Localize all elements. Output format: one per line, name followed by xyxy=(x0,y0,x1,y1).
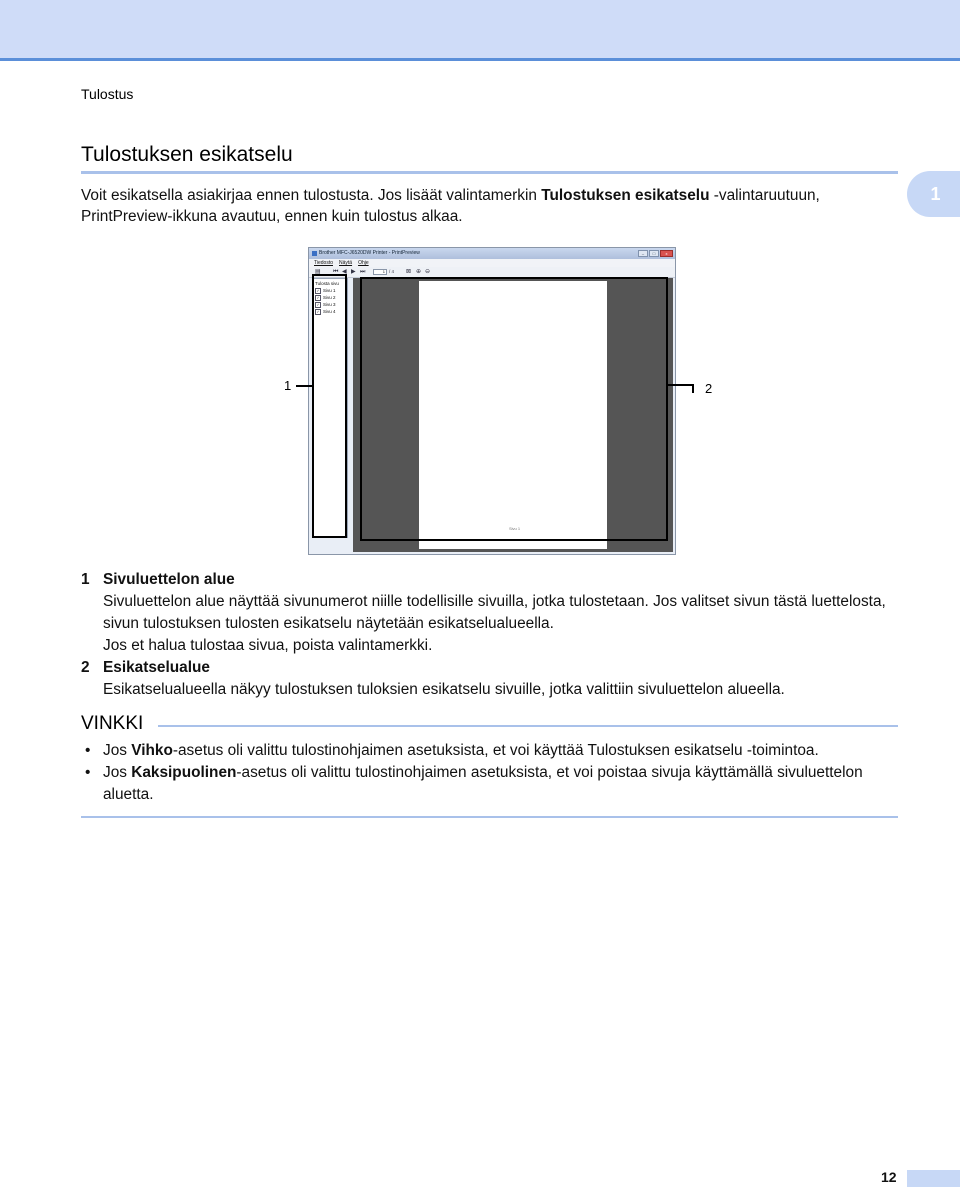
bullet-text-pre: Jos xyxy=(103,742,132,759)
preview-highlight xyxy=(360,277,668,541)
next-page-icon[interactable]: ▶ xyxy=(351,269,356,275)
close-icon[interactable]: x xyxy=(660,250,673,257)
menu-bar xyxy=(309,259,675,267)
callout-descriptions xyxy=(81,569,921,701)
intro-paragraph xyxy=(81,185,901,227)
checkbox-checked-icon[interactable]: ✓ xyxy=(316,302,320,307)
intro-text-2: -valintaruutuun, PrintPreview-ikkuna avautuu, ennen kuin tulostus alkaa. xyxy=(81,187,820,225)
callout-2-number: 2 xyxy=(705,381,713,396)
top-banner xyxy=(0,0,960,61)
window-title: Brother MFC-J6520DW Printer - PrintPreview xyxy=(319,250,420,256)
intro-bold: Tulostuksen esikatselu xyxy=(541,187,710,204)
section-title: Tulostuksen esikatselu xyxy=(81,143,293,166)
fit-page-icon[interactable]: ⊠ xyxy=(406,269,412,275)
running-head: Tulostus xyxy=(81,86,134,102)
item-number: 1 xyxy=(81,571,90,588)
callout-2-line-drop xyxy=(692,384,694,393)
checkbox-checked-icon[interactable]: ✓ xyxy=(316,295,320,300)
app-icon xyxy=(312,251,317,256)
page-list-label: Sivu 3 xyxy=(323,302,336,307)
note-bullet xyxy=(81,762,911,806)
menu-item-file[interactable]: Tiedosto xyxy=(314,260,333,266)
last-page-icon[interactable]: ⏭ xyxy=(360,269,366,275)
item-heading xyxy=(81,657,921,679)
bullet-text-bold: Kaksipuolinen xyxy=(131,764,237,781)
note-bullets xyxy=(81,740,911,806)
bullet-text-bold: Vihko xyxy=(131,742,173,759)
window-controls xyxy=(638,250,673,257)
item-title: Esikatselualue xyxy=(103,659,210,676)
menu-item-help[interactable]: Ohje xyxy=(358,260,369,266)
callout-2-line xyxy=(668,384,693,386)
note-bottom-rule xyxy=(81,816,898,818)
item-body xyxy=(81,679,921,701)
bullet-text-post: -asetus oli valittu tulostinohjaimen asetuksista, et voi käyttää Tulostuksen esikatselu -toimintoa. xyxy=(172,742,819,759)
item-text: Sivuluettelon alue näyttää sivunumerot niille todellisille sivuilla, jotka tulostetaan. Jos valitset sivun tästä luettelosta, sivun tulostuksen tulosten esikatselu näytetään esikatselualueella. xyxy=(103,593,886,632)
note-rule xyxy=(158,725,898,727)
window-titlebar xyxy=(309,248,675,259)
item-number: 2 xyxy=(81,659,90,676)
page-list-title: Tulosta sivu xyxy=(315,281,339,286)
zoom-out-icon[interactable]: ⊖ xyxy=(425,269,431,275)
page-number-tab xyxy=(907,1170,960,1187)
item-body xyxy=(81,591,921,657)
callout-1-number: 1 xyxy=(284,378,292,393)
bullet-text-post: -asetus oli valittu tulostinohjaimen asetuksista, et voi poistaa sivuja käyttämällä sivuluettelon aluetta. xyxy=(103,764,863,803)
item-heading xyxy=(81,569,921,591)
title-rule xyxy=(81,171,898,174)
first-page-icon[interactable]: ⏮ xyxy=(333,269,339,275)
page-list-highlight xyxy=(312,274,347,538)
bullet-text-pre: Jos xyxy=(103,764,132,781)
bullet-icon: • xyxy=(85,764,91,781)
page-list-label: Sivu 1 xyxy=(323,288,336,293)
prev-page-icon[interactable]: ◀ xyxy=(342,269,347,275)
item-text: Esikatselualueella näkyy tulostuksen tuloksien esikatselu sivuille, jotka valittiin sivuluettelon alueella. xyxy=(103,681,785,698)
minimize-icon[interactable]: – xyxy=(638,250,648,257)
note-bullet xyxy=(81,740,911,762)
page-list-label: Sivu 4 xyxy=(323,309,336,314)
page-number: 12 xyxy=(881,1169,897,1185)
note-heading: VINKKI xyxy=(81,713,144,734)
callout-1-line xyxy=(296,385,312,387)
menu-item-view[interactable]: Näytä xyxy=(339,260,353,266)
page-total: / 4 xyxy=(389,269,395,274)
chapter-tab: 1 xyxy=(907,171,960,217)
item-text: Jos et halua tulostaa sivua, poista valintamerkki. xyxy=(103,637,433,654)
printer-icon[interactable]: ▤ xyxy=(315,269,321,275)
checkbox-checked-icon[interactable]: ✓ xyxy=(316,288,320,293)
page-list-label: Sivu 2 xyxy=(323,295,336,300)
checkbox-checked-icon[interactable]: ✓ xyxy=(316,309,320,314)
bullet-icon: • xyxy=(85,742,91,759)
preview-page-label: Sivu 1 xyxy=(509,526,521,531)
zoom-in-icon[interactable]: ⊕ xyxy=(416,269,422,275)
maximize-icon[interactable]: □ xyxy=(649,250,659,257)
intro-text-1: Voit esikatsella asiakirjaa ennen tulostusta. Jos lisäät valintamerkin xyxy=(81,187,542,204)
page-number-input[interactable]: 1 xyxy=(373,269,387,275)
item-title: Sivuluettelon alue xyxy=(103,571,235,588)
